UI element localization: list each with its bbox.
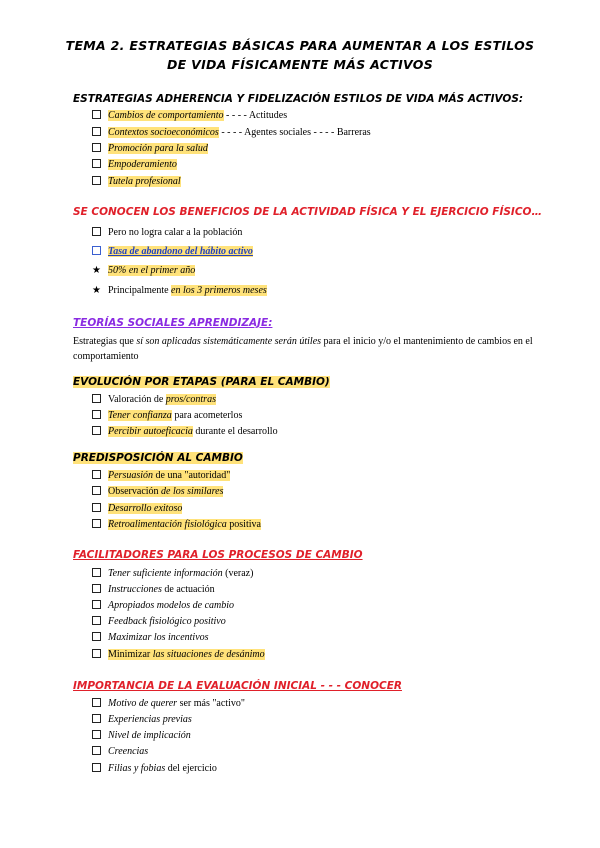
item-italic: Tener suficiente información bbox=[108, 568, 223, 579]
paragraph-teorias bbox=[73, 334, 533, 364]
item-highlight: Contextos socioeconómicos bbox=[108, 127, 219, 138]
item-text: durante el desarrollo bbox=[192, 426, 278, 437]
list-item bbox=[92, 615, 226, 629]
item-italic: Feedback fisiológico positivo bbox=[108, 616, 226, 627]
list-item bbox=[92, 284, 267, 298]
checkbox-icon bbox=[92, 649, 101, 658]
list-item bbox=[92, 109, 287, 123]
item-text: Principalmente bbox=[108, 285, 172, 296]
checkbox-icon bbox=[92, 246, 101, 255]
item-highlight: Tutela profesional bbox=[108, 176, 181, 187]
list-item bbox=[92, 631, 209, 645]
item-text: Observación bbox=[108, 486, 162, 497]
heading-predisposicion bbox=[73, 452, 243, 464]
item-text: para acometerlos bbox=[171, 410, 243, 421]
list-item bbox=[92, 142, 208, 156]
checkbox-icon bbox=[92, 176, 101, 185]
item-italic: Creencias bbox=[108, 746, 149, 757]
item-italic: Persuasión bbox=[108, 470, 153, 481]
checkbox-icon bbox=[92, 227, 101, 236]
list-item bbox=[92, 485, 223, 499]
para-text: para el inicio y/o el mantenimiento de cambios en el comportamiento bbox=[73, 336, 533, 362]
checkbox-icon bbox=[92, 584, 101, 593]
checkbox-icon bbox=[92, 394, 101, 403]
item-highlight: Percibir autoeficacia bbox=[108, 426, 193, 437]
heading-adherencia: ESTRATEGIAS ADHERENCIA Y FIDELIZACIÓN ESTILOS DE VIDA MÁS ACTIVOS: bbox=[73, 93, 524, 105]
page-title-line-2: DE VIDA FÍSICAMENTE MÁS ACTIVOS bbox=[166, 57, 434, 72]
para-text: Estrategias que bbox=[73, 336, 137, 347]
heading-teorias: TEORÍAS SOCIALES APRENDIZAJE: bbox=[73, 317, 273, 329]
item-italic: Retroalimentación fisiológica bbox=[108, 519, 227, 530]
list-item bbox=[92, 393, 216, 407]
item-text: de actuación bbox=[161, 584, 215, 595]
checkbox-icon bbox=[92, 110, 101, 119]
item-italic: Maximizar los incentivos bbox=[108, 632, 209, 643]
item-italic: Instrucciones bbox=[108, 584, 162, 595]
checkbox-icon bbox=[92, 763, 101, 772]
list-item bbox=[92, 245, 253, 259]
list-item bbox=[92, 518, 261, 532]
item-italic: Motivo de querer bbox=[108, 698, 178, 709]
checkbox-icon bbox=[92, 486, 101, 495]
list-item bbox=[92, 175, 181, 189]
item-text: Valoración de bbox=[108, 394, 166, 405]
item-text: Tasa de abandono del hábito activo bbox=[108, 246, 253, 257]
checkbox-icon bbox=[92, 159, 101, 168]
page-title-line-1: TEMA 2. ESTRATEGIAS BÁSICAS PARA AUMENTAR A LOS ESTILOS bbox=[65, 38, 535, 53]
checkbox-icon bbox=[92, 746, 101, 755]
heading-text: PREDISPOSICIÓN AL CAMBIO bbox=[73, 452, 243, 464]
checkbox-icon bbox=[92, 410, 101, 419]
item-text: ser más "activo" bbox=[177, 698, 245, 709]
list-item bbox=[92, 729, 191, 743]
heading-facilitadores: FACILITADORES PARA LOS PROCESOS DE CAMBIO bbox=[73, 549, 363, 561]
item-italic: Nivel de implicación bbox=[108, 730, 191, 741]
item-text: positiva bbox=[226, 519, 261, 530]
para-italic: sí son aplicadas sistemáticamente serán útiles bbox=[136, 336, 322, 347]
list-item bbox=[92, 583, 215, 597]
item-italic: Desarrollo exitoso bbox=[108, 503, 183, 514]
list-item bbox=[92, 648, 265, 662]
list-item bbox=[92, 126, 371, 140]
item-italic: las situaciones de desánimo bbox=[152, 649, 265, 660]
checkbox-icon bbox=[92, 632, 101, 641]
checkbox-icon bbox=[92, 600, 101, 609]
item-text: Pero no logra calar a la población bbox=[108, 227, 243, 238]
item-highlight: Promoción para la salud bbox=[108, 143, 208, 154]
list-item bbox=[92, 762, 217, 776]
heading-etapas bbox=[73, 376, 330, 388]
checkbox-icon bbox=[92, 143, 101, 152]
item-rest: - - - - Agentes sociales - - - - Barreras bbox=[218, 127, 371, 138]
checkbox-icon bbox=[92, 714, 101, 723]
item-highlight: Empoderamiento bbox=[108, 159, 177, 170]
list-item bbox=[92, 264, 195, 278]
item-italic: Experiencias previas bbox=[108, 714, 192, 725]
list-item bbox=[92, 713, 192, 727]
checkbox-icon bbox=[92, 698, 101, 707]
item-highlight: Tener confianza bbox=[108, 410, 172, 421]
list-item bbox=[92, 567, 253, 581]
checkbox-icon bbox=[92, 616, 101, 625]
checkbox-icon bbox=[92, 519, 101, 528]
item-highlight: pros/contras bbox=[165, 394, 216, 405]
checkbox-icon bbox=[92, 127, 101, 136]
item-text: del ejercicio bbox=[165, 763, 217, 774]
item-italic: de los similares bbox=[161, 486, 224, 497]
star-icon: ★ bbox=[92, 265, 101, 276]
list-item bbox=[92, 158, 177, 172]
list-item bbox=[92, 409, 242, 423]
checkbox-icon bbox=[92, 568, 101, 577]
checkbox-icon bbox=[92, 730, 101, 739]
list-item bbox=[92, 425, 278, 439]
heading-evaluacion: IMPORTANCIA DE LA EVALUACIÓN INICIAL - - - CONOCER bbox=[73, 680, 402, 692]
list-item bbox=[92, 745, 148, 759]
item-text: Minimizar bbox=[108, 649, 153, 660]
item-text: 50% en el primer año bbox=[108, 265, 196, 276]
list-item bbox=[92, 469, 230, 483]
checkbox-icon bbox=[92, 470, 101, 479]
item-rest: - - - - Actitudes bbox=[223, 110, 288, 121]
heading-beneficios: SE CONOCEN LOS BENEFICIOS DE LA ACTIVIDAD FÍSICA Y EL EJERCICIO FÍSICO… bbox=[73, 206, 542, 218]
list-item bbox=[92, 599, 234, 613]
list-item bbox=[92, 226, 242, 240]
list-item bbox=[92, 502, 182, 516]
checkbox-icon bbox=[92, 503, 101, 512]
item-italic: Apropiados modelos de cambio bbox=[108, 600, 235, 611]
list-item bbox=[92, 697, 245, 711]
item-highlight: Cambios de comportamiento bbox=[108, 110, 224, 121]
item-text: de una "autoridad" bbox=[153, 470, 231, 481]
item-text: (veraz) bbox=[222, 568, 254, 579]
star-icon: ★ bbox=[92, 285, 101, 296]
checkbox-icon bbox=[92, 426, 101, 435]
item-highlight: en los 3 primeros meses bbox=[171, 285, 267, 296]
heading-text: EVOLUCIÓN POR ETAPAS (PARA EL CAMBIO) bbox=[73, 376, 330, 388]
item-italic: Filias y fobias bbox=[108, 763, 166, 774]
